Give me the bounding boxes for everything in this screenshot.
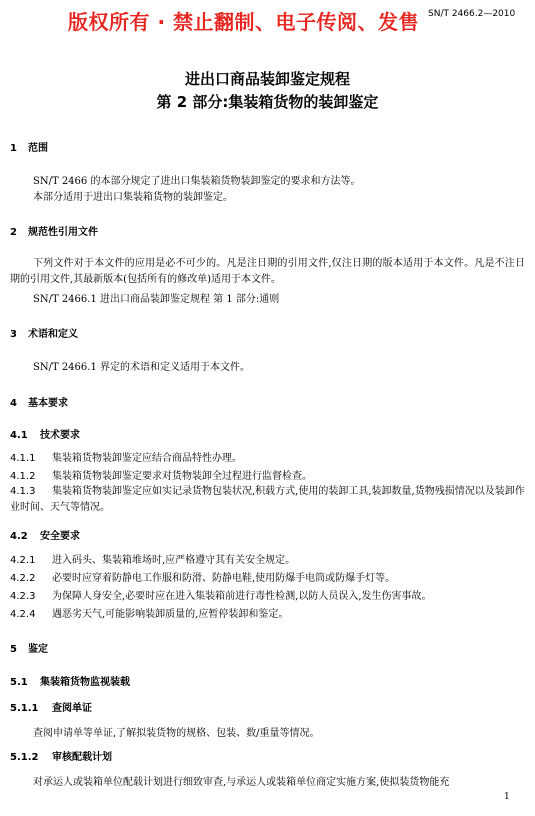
section-number: 2 xyxy=(10,227,17,238)
page-number: 1 xyxy=(504,792,510,802)
clause-text: 集装箱货物装卸鉴定应结合商品特性办理。 xyxy=(52,453,242,464)
clause-text: 集装箱货物装卸鉴定应如实记录货物包装状况,积载方式,使用的装卸工具,装卸数量,货物残损情况以及装卸作业时间、天气等情况。 xyxy=(10,486,525,513)
subsection-4-1-heading xyxy=(10,426,80,441)
clause-4-2-3 xyxy=(10,587,432,602)
clause-4-1-3 xyxy=(10,484,525,516)
subsection-title: 审核配载计划 xyxy=(52,752,112,763)
watermark: 版权所有 · 禁止翻制、电子传阅、发售 xyxy=(68,10,420,34)
clause-4-2-4 xyxy=(10,605,288,620)
subsection-5-1-1-heading xyxy=(10,699,92,714)
subsection-number: 4.2 xyxy=(10,531,28,542)
section-3-heading xyxy=(10,325,78,340)
section-1-paragraph-1: SN/T 2466 的本部分规定了进出口集装箱货物装卸鉴定的要求和方法等。 xyxy=(33,176,361,187)
normative-reference: SN/T 2466.1 进出口商品装卸鉴定规程 第 1 部分:通则 xyxy=(33,294,280,305)
section-1-heading xyxy=(10,139,48,154)
clause-5-1-2-paragraph: 对承运人或装箱单位配载计划进行细致审查,与承运人或装箱单位商定实施方案,使拟装货物能充 xyxy=(33,777,450,788)
section-3-paragraph: SN/T 2466.1 界定的术语和定义适用于本文件。 xyxy=(33,362,250,373)
section-2-heading xyxy=(10,223,98,238)
section-number: 3 xyxy=(10,329,17,340)
clause-text: 集装箱货物装卸鉴定要求对货物装卸全过程进行监督检查。 xyxy=(52,471,312,482)
section-5-heading xyxy=(10,640,48,655)
clause-number: 4.1.2 xyxy=(10,471,36,482)
section-title: 基本要求 xyxy=(28,398,68,409)
clause-text: 为保障人身安全,必要时应在进入集装箱前进行毒性检测,以防人员误入,发生伤害事故。 xyxy=(52,591,432,602)
clause-5-1-1-paragraph: 查阅申请单等单证,了解拟装货物的规格、包装、数/重量等情况。 xyxy=(33,728,320,739)
subsection-number: 5.1.2 xyxy=(10,752,39,763)
clause-number: 4.2.1 xyxy=(10,555,36,566)
section-title: 鉴定 xyxy=(28,644,48,655)
section-title: 范围 xyxy=(28,143,48,154)
subsection-title: 安全要求 xyxy=(40,531,80,542)
subsection-title: 集装箱货物监视装载 xyxy=(40,677,130,688)
clause-number: 4.2.3 xyxy=(10,591,36,602)
subsection-number: 5.1 xyxy=(10,677,28,688)
clause-4-1-1 xyxy=(10,449,242,464)
clause-number: 4.2.4 xyxy=(10,609,36,620)
section-number: 4 xyxy=(10,398,17,409)
subsection-5-1-heading xyxy=(10,673,130,688)
section-4-heading xyxy=(10,394,68,409)
standard-number: SN/T 2466.2—2010 xyxy=(428,9,516,19)
subsection-title: 查阅单证 xyxy=(52,703,92,714)
section-title: 规范性引用文件 xyxy=(28,227,98,238)
subsection-5-1-2-heading xyxy=(10,748,112,763)
clause-4-2-1 xyxy=(10,551,295,566)
clause-text: 遇恶劣天气,可能影响装卸质量的,应暂停装卸和鉴定。 xyxy=(52,609,289,620)
section-2-paragraph: 下列文件对于本文件的应用是必不可少的。凡是注日期的引用文件,仅注日期的版本适用于本文件。凡是不注日期的引用文件,其最新版本(包括所有的修改单)适用于本文件。 xyxy=(10,258,525,285)
document-subtitle: 第 2 部分:集装箱货物的装卸鉴定 xyxy=(156,93,379,111)
clause-text: 必要时应穿着防静电工作服和防滑、防静电鞋,使用防爆手电筒或防爆手灯等。 xyxy=(52,573,396,584)
clause-text: 进入码头、集装箱堆场时,应严格遵守其有关安全规定。 xyxy=(52,555,296,566)
clause-number: 4.1.1 xyxy=(10,453,36,464)
section-number: 5 xyxy=(10,644,17,655)
clause-number: 4.1.3 xyxy=(10,486,36,497)
document-title: 进出口商品装卸鉴定规程 xyxy=(184,70,350,88)
section-1-paragraph-2: 本部分适用于进出口集装箱货物的装卸鉴定。 xyxy=(33,192,233,203)
subsection-4-2-heading xyxy=(10,527,80,542)
clause-number: 4.2.2 xyxy=(10,573,36,584)
subsection-number: 5.1.1 xyxy=(10,703,39,714)
clause-4-2-2 xyxy=(10,569,395,584)
section-number: 1 xyxy=(10,143,17,154)
subsection-title: 技术要求 xyxy=(40,430,80,441)
clause-4-1-2 xyxy=(10,467,312,482)
subsection-number: 4.1 xyxy=(10,430,28,441)
section-title: 术语和定义 xyxy=(28,329,78,340)
